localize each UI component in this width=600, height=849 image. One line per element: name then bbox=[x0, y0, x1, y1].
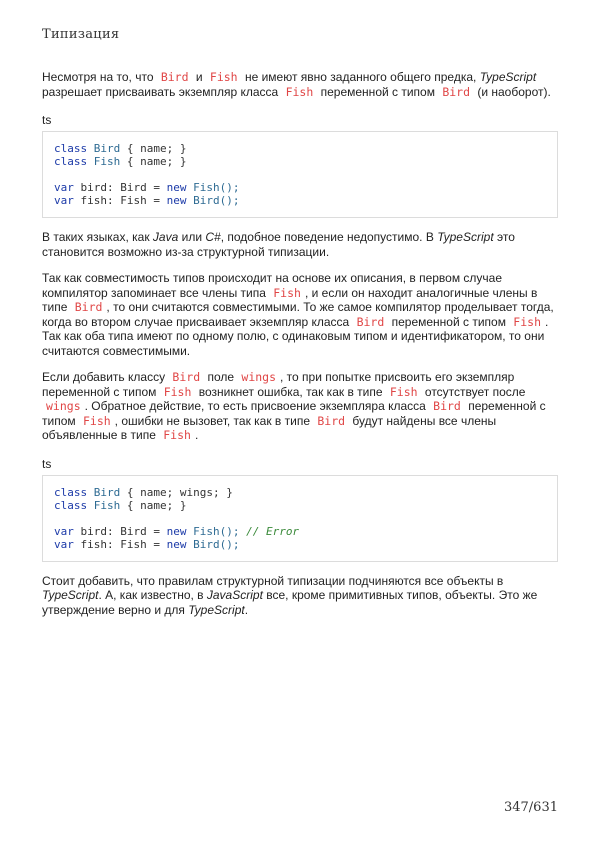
inline-code: Fish bbox=[163, 384, 192, 399]
inline-code: Bird bbox=[356, 314, 385, 329]
code-language-label: ts bbox=[42, 113, 52, 127]
emphasis: TypeScript bbox=[437, 230, 494, 244]
emphasis: Java bbox=[152, 230, 179, 244]
inline-code: Fish bbox=[82, 413, 111, 428]
inline-code: Fish bbox=[273, 285, 301, 300]
page-content bbox=[42, 70, 558, 617]
paragraph-2: В таких языках, как Java или C#, подобное поведение недопустимо. В TypeScript это становится возможно из-за структурной типизации. bbox=[42, 230, 515, 259]
code-language-label: ts bbox=[42, 456, 52, 471]
inline-code: wings bbox=[241, 370, 277, 384]
page-number: 347/631 bbox=[503, 800, 558, 815]
emphasis: JavaScript bbox=[206, 588, 263, 602]
emphasis: TypeScript bbox=[188, 602, 245, 617]
inline-code: Bird bbox=[160, 70, 189, 84]
paragraph-4: Если добавить классу Bird поле wings , то при попытке присвоить его экземпляр переменной с типом Fish возникнет ошибка, так как в типе Fish отсутствует после wings . Обратное действие, то есть присвоение экземпляра класса Bird переменной с типом Fish , ошибки не вызовет, так как в типе Bird будут найдены все члены объявленные в типе Fish . bbox=[42, 370, 546, 442]
inline-code: Bird bbox=[442, 84, 471, 99]
inline-code: Fish bbox=[513, 314, 541, 329]
paragraph-1: Несмотря на то, что Bird и Fish не имеют явно заданного общего предка, TypeScript разрешает присваивать экземпляр класса Fish переменной с типом Bird (и наоборот). bbox=[42, 70, 551, 99]
code-block-2: class Bird { name; wings; } class Fish { name; } var bird: Bird = new Fish(); // Error var fish: Fish = new Bird(); bbox=[42, 475, 558, 562]
page-header-title: Типизация bbox=[42, 27, 120, 42]
emphasis: C# bbox=[205, 230, 221, 244]
inline-code: Fish bbox=[285, 84, 314, 99]
paragraph-3: Так как совместимость типов происходит на основе их описания, в первом случае компилятор запоминает все члены типа Fish , и если он находит аналогичные члены в типе Bird , то они считаются совместимыми. То же самое компилятор проделывает тогда, когда во втором случае присваивает экземпляр класса Bird переменной с типом Fish . Так как оба типа имеют по одному полю, с одинаковым типом и идентификатором, то они считаются совместимыми. bbox=[42, 271, 554, 358]
emphasis: TypeScript bbox=[479, 70, 537, 84]
inline-code: Bird bbox=[317, 413, 346, 428]
emphasis: TypeScript bbox=[42, 588, 99, 602]
inline-code: Bird bbox=[433, 399, 461, 413]
paragraph-5: Стоит добавить, что правилам структурной типизации подчиняются все объекты в TypeScript. А, как известно, в JavaScript все, кроме примитивных типов, объекты. Это же утверждение верно и для TypeScript. bbox=[42, 573, 538, 617]
inline-code: wings bbox=[46, 399, 81, 413]
inline-code: Fish bbox=[389, 384, 418, 399]
code-comment: // Error bbox=[246, 524, 300, 538]
code-block-1: class Bird { name; } class Fish { name; } var bird: Bird = new Fish(); var fish: Fish = new Bird(); bbox=[42, 131, 558, 218]
inline-code: Bird bbox=[172, 370, 201, 384]
inline-code: Bird bbox=[74, 300, 103, 314]
inline-code: Fish bbox=[163, 428, 191, 442]
inline-code: Fish bbox=[209, 70, 238, 84]
